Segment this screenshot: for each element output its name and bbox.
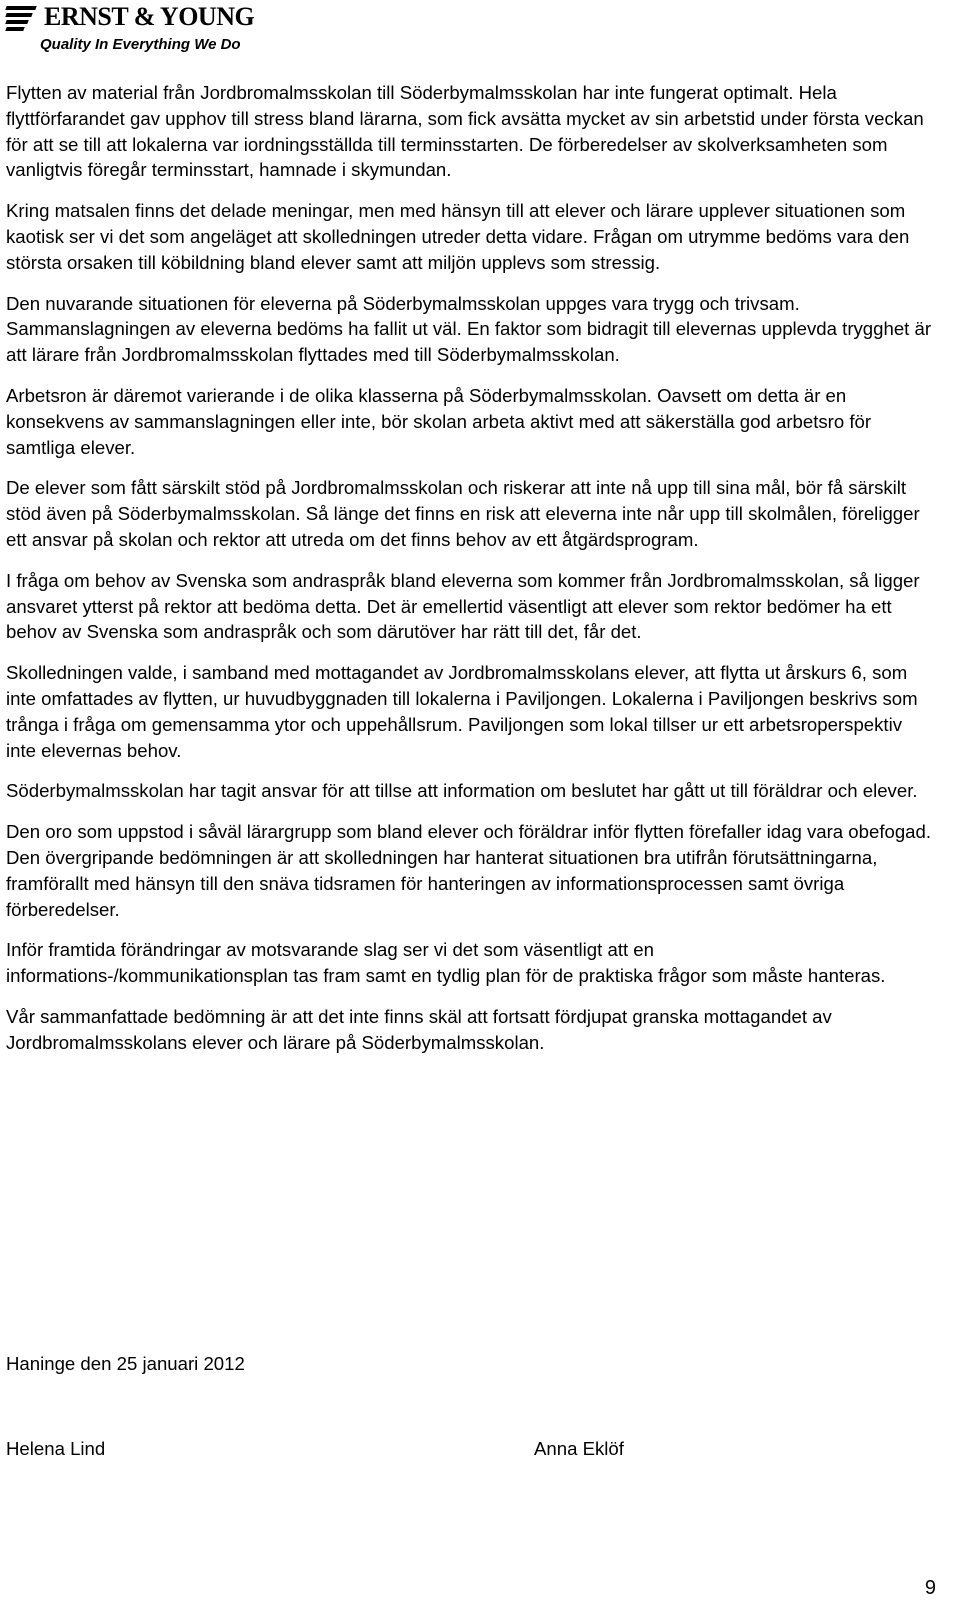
logo-name: ERNST & YOUNG bbox=[44, 2, 255, 31]
paragraph: Vår sammanfattade bedömning är att det inte finns skäl att fortsatt fördjupat granska mottagandet av Jordbromalmsskolans elever och lärare på Söderbymalmsskolan. bbox=[6, 1005, 832, 1053]
paragraph: Kring matsalen finns det delade meningar, men med hänsyn till att elever och lärare upplever situationen som kaotisk ser vi det som angeläget att skolledningen utreder detta vidare. Frågan om utrymme bedöms vara den största orsaken till köbildning bland elever samt att miljön upplevs som stressig. bbox=[6, 200, 910, 273]
paragraph: Inför framtida förändringar av motsvarande slag ser vi det som väsentligt att en informations-/kommunikationsplan tas fram samt en tydlig plan för de praktiska frågor som måste hanteras. bbox=[6, 939, 886, 987]
logo-tagline: Quality In Everything We Do bbox=[40, 36, 241, 53]
paragraph: Flytten av material från Jordbromalmsskolan till Söderbymalmsskolan har inte fungerat optimalt. Hela flyttförfarandet gav upphov till stress bland lärarna, som fick avsätta mycket av sin arbetstid under första veckan för att se till att lokalerna var iordningsställda till terminsstarten. De förberedelser av skolverksamheten som vanligtvis föregår terminsstart, hamnade i skymundan. bbox=[6, 82, 924, 181]
paragraph: Söderbymalmsskolan har tagit ansvar för att tillse att information om beslutet har gått ut till föräldrar och elever. bbox=[6, 780, 918, 802]
signature-name: Anna Eklöf bbox=[534, 1438, 624, 1459]
paragraph: De elever som fått särskilt stöd på Jordbromalmsskolan och riskerar att inte nå upp till sina mål, bör få särskilt stöd även på Söderbymalmsskolan. Så länge det finns en risk att eleverna inte når upp till skolmålen, föreligger ett ansvar på skolan och rektor att utreda om det finns behov av ett åtgärdsprogram. bbox=[6, 477, 920, 550]
paragraph: Den nuvarande situationen för eleverna på Söderbymalmsskolan uppges vara trygg och trivsam. Sammanslagningen av eleverna bedöms ha fallit ut väl. En faktor som bidragit till elevernas upplevda trygghet är att lärare från Jordbromalmsskolan flyttades med till Söderbymalmsskolan. bbox=[6, 292, 932, 366]
company-logo bbox=[6, 4, 256, 56]
logo-bars-icon bbox=[6, 6, 40, 30]
paragraph: I fråga om behov av Svenska som andraspråk bland eleverna som kommer från Jordbromalmsskolan, så ligger ansvaret ytterst på rektor att bedöma detta. Det är emellertid väsentligt att elever som rektor bedömer ha ett behov av Svenska som andraspråk och som därutöver har rätt till det, får det. bbox=[6, 569, 920, 643]
signature-name: Helena Lind bbox=[6, 1438, 106, 1459]
paragraph: Arbetsron är däremot varierande i de olika klasserna på Söderbymalmsskolan. Oavsett om detta är en konsekvens av sammanslagningen eller inte, bör skolan arbeta aktivt med att säkerställa god arbetsro för samtliga elever. bbox=[6, 384, 872, 458]
paragraph: Skolledningen valde, i samband med mottagandet av Jordbromalmsskolans elever, att flytta ut årskurs 6, som inte omfattades av flytten, ur huvudbyggnaden till lokalerna i Paviljongen. Lokalerna i Paviljongen beskrivs som trånga i fråga om gemensamma ytor och uppehållsrum. Paviljongen som lokal tillser ur ett arbetsroperspektiv inte elevernas behov. bbox=[6, 662, 918, 761]
date-line: Haninge den 25 januari 2012 bbox=[6, 1353, 245, 1374]
document-body bbox=[6, 80, 936, 1071]
page-number: 9 bbox=[924, 1577, 936, 1599]
paragraph: Den oro som uppstod i såväl lärargrupp som bland elever och föräldrar inför flytten förefaller idag vara obefogad. Den övergripande bedömningen är att skolledningen har hanterat situationen bra utifrån förutsättningarna, framförallt med hänsyn till den snäva tidsramen för hanteringen av informationsprocessen samt övriga förberedelser. bbox=[6, 821, 932, 920]
